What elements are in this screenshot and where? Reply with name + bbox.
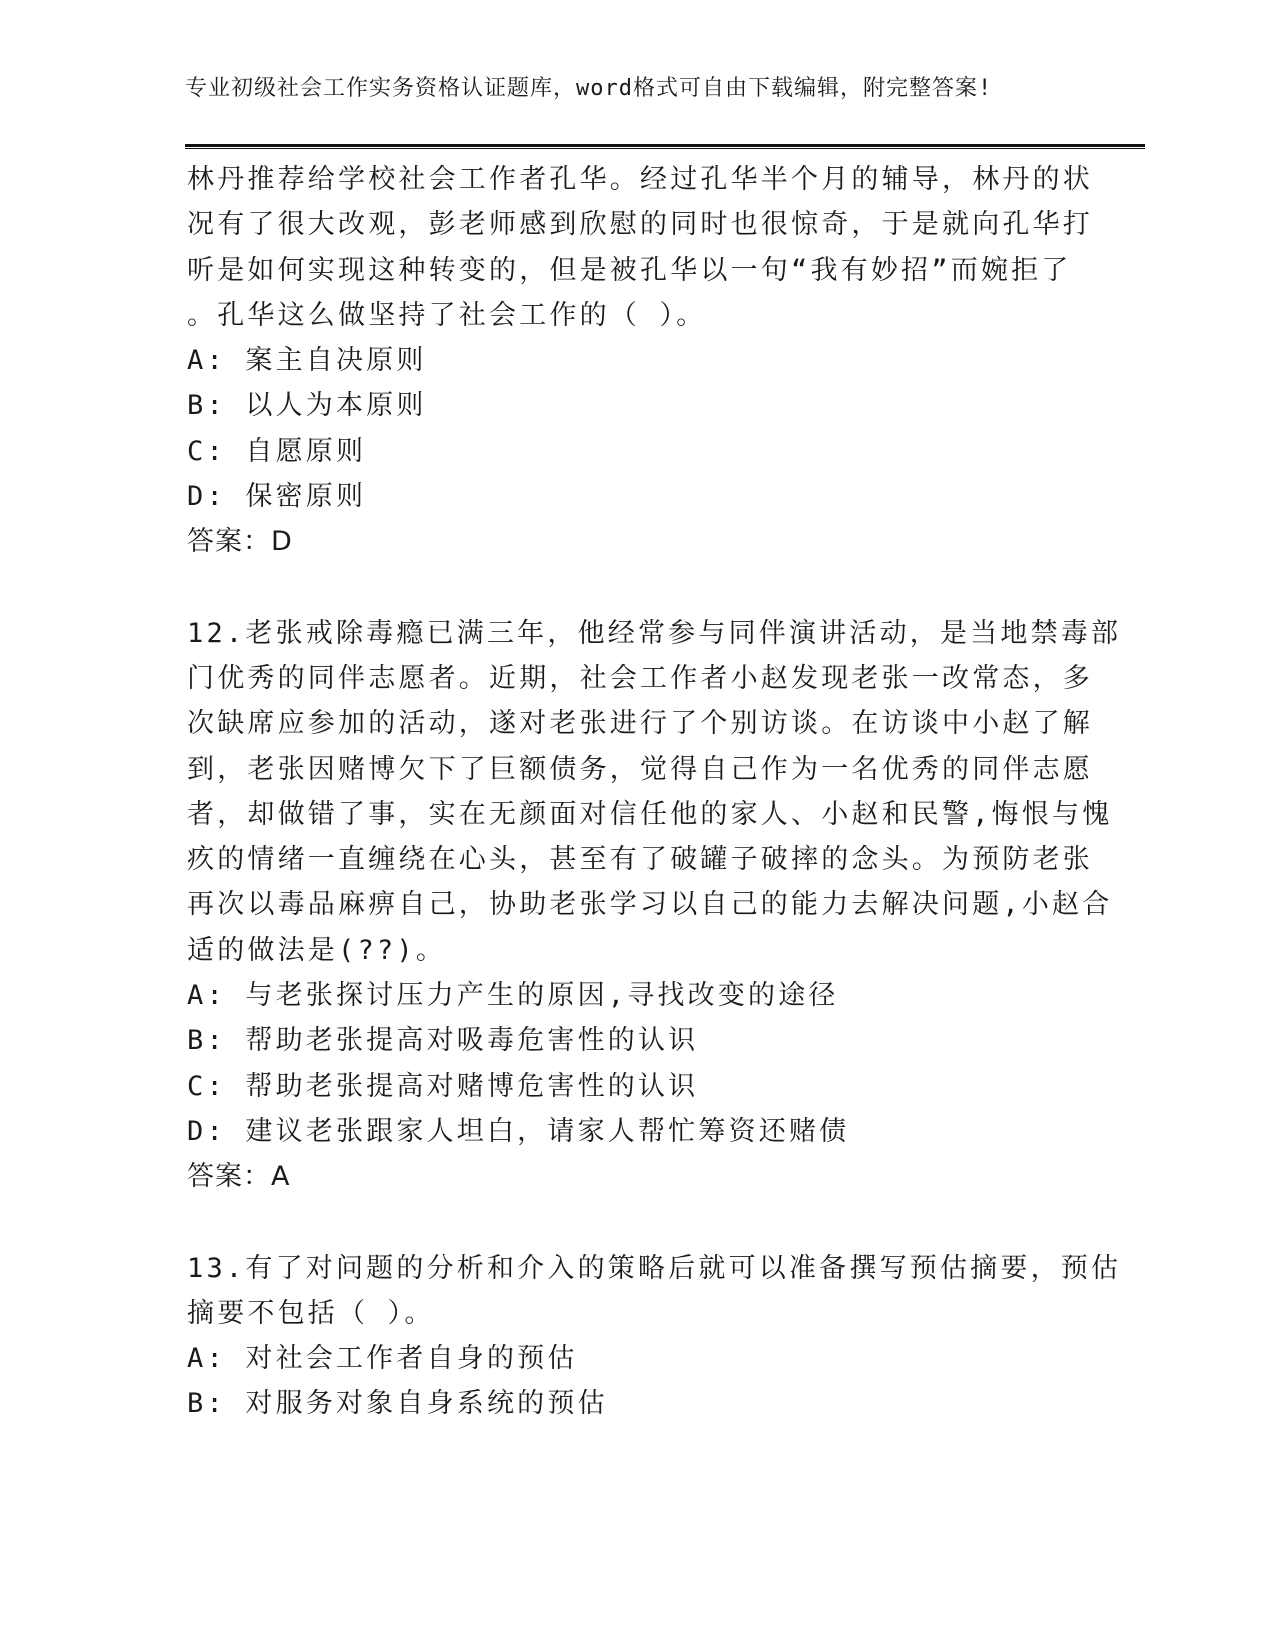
- question-text-line: 再次以毒品麻痹自己，协助老张学习以自己的能力去解决问题,小赵合: [187, 889, 1113, 921]
- page-header: 专业初级社会工作实务资格认证题库，word格式可自由下载编辑，附完整答案!: [185, 76, 993, 101]
- header-rule: [185, 144, 1145, 149]
- question-gap: [187, 1200, 1087, 1246]
- question-text-line: 门优秀的同伴志愿者。近期，社会工作者小赵发现老张一改常态，多: [187, 662, 1093, 694]
- question-text-line: 疚的情绪一直缠绕在心头，甚至有了破罐子破摔的念头。为预防老张: [187, 844, 1093, 876]
- question-gap: [187, 565, 1087, 611]
- question-text-line: 适的做法是(??)。: [187, 934, 447, 966]
- question-text-line: 者，却做错了事，实在无颜面对信任他的家人、小赵和民警,悔恨与愧: [187, 798, 1113, 830]
- question-text-line: 摘要不包括（ ）。: [187, 1297, 435, 1329]
- question-13: [187, 1246, 1122, 1427]
- answer-label: 答案：D: [187, 526, 293, 558]
- option-c: C: 自愿原则: [187, 435, 367, 467]
- option-a: A: 案主自决原则: [187, 345, 427, 377]
- option-d: D: 保密原则: [187, 481, 367, 513]
- question-text-line: 。孔华这么做坚持了社会工作的（ ）。: [187, 299, 707, 331]
- option-b: B: 对服务对象自身系统的预估: [187, 1388, 608, 1420]
- document-body: [187, 157, 1122, 1427]
- option-b: B: 以人为本原则: [187, 390, 427, 422]
- question-text-line: 况有了很大改观，彭老师感到欣慰的同时也很惊奇，于是就向孔华打: [187, 209, 1093, 241]
- question-text-line: 次缺席应参加的活动，遂对老张进行了个别访谈。在访谈中小赵了解: [187, 708, 1093, 740]
- option-c: C: 帮助老张提高对赌博危害性的认识: [187, 1070, 699, 1102]
- option-d: D: 建议老张跟家人坦白，请家人帮忙筹资还赌债: [187, 1115, 850, 1147]
- question-11: [187, 157, 1093, 565]
- question-12: [187, 611, 1122, 1200]
- answer-label: 答案：A: [187, 1161, 291, 1193]
- question-text-line: 到，老张因赌博欠下了巨额债务，觉得自己作为一名优秀的同伴志愿: [187, 753, 1093, 785]
- question-text-line: 13.有了对问题的分析和介入的策略后就可以准备撰写预估摘要，预估: [187, 1252, 1122, 1284]
- question-text-line: 12.老张戒除毒瘾已满三年，他经常参与同伴演讲活动，是当地禁毒部: [187, 617, 1122, 649]
- option-b: B: 帮助老张提高对吸毒危害性的认识: [187, 1025, 699, 1057]
- option-a: A: 对社会工作者自身的预估: [187, 1343, 578, 1375]
- question-text-line: 听是如何实现这种转变的，但是被孔华以一句“我有妙招”而婉拒了: [187, 254, 1072, 286]
- question-text-line: 林丹推荐给学校社会工作者孔华。经过孔华半个月的辅导，林丹的状: [187, 164, 1093, 195]
- option-a: A: 与老张探讨压力产生的原因,寻找改变的途径: [187, 980, 839, 1012]
